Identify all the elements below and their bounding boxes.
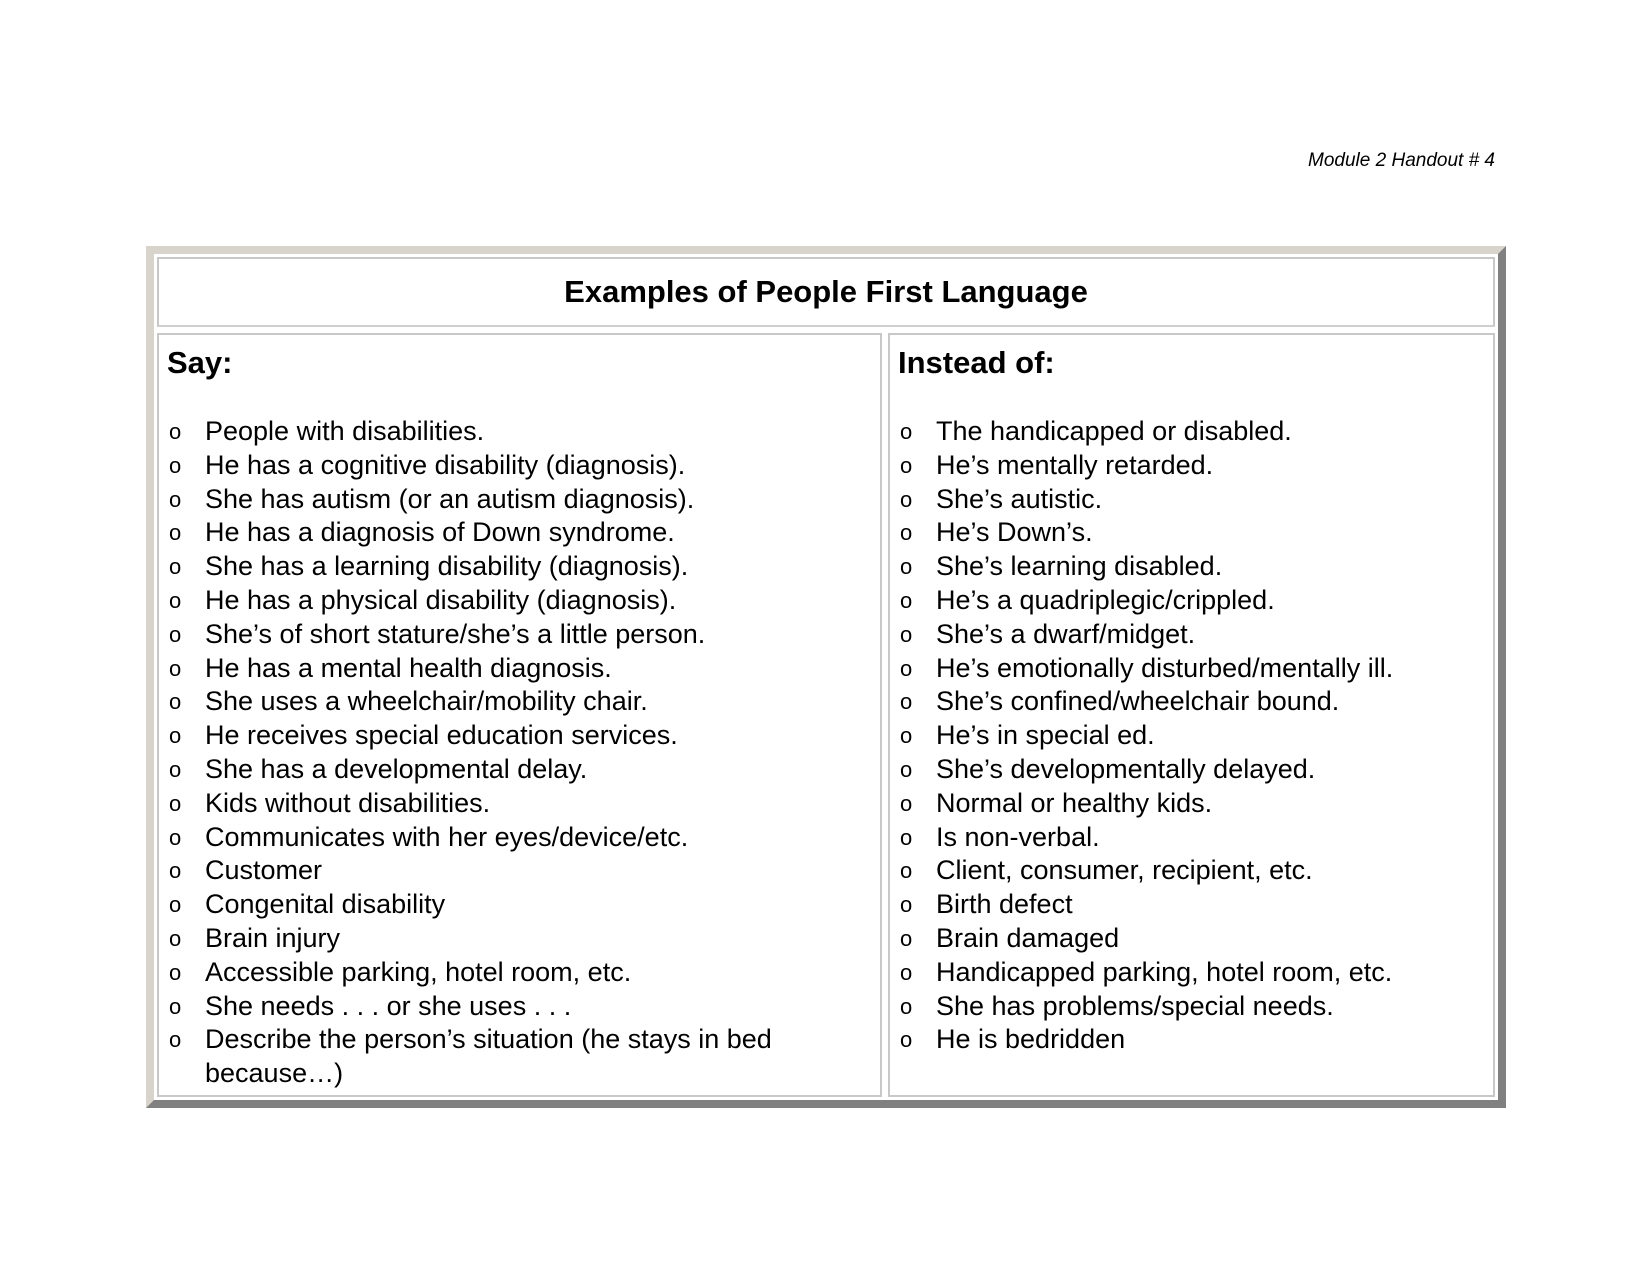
list-item bbox=[898, 1023, 1485, 1057]
bullet-icon: o bbox=[900, 723, 913, 749]
list-item bbox=[167, 685, 872, 719]
bullet-icon: o bbox=[169, 790, 182, 816]
list-item bbox=[898, 449, 1485, 483]
list-item-text: Customer bbox=[205, 855, 323, 886]
list-item-text: Brain damaged bbox=[936, 922, 1120, 953]
list-item-text: She has a developmental delay. bbox=[205, 753, 588, 784]
say-heading: Say: bbox=[167, 345, 233, 380]
bullet-icon: o bbox=[900, 520, 913, 546]
bullet-icon: o bbox=[900, 655, 913, 681]
handout-label: Module 2 Handout # 4 bbox=[1308, 150, 1495, 171]
list-item bbox=[898, 956, 1485, 990]
list-item bbox=[167, 753, 872, 787]
list-item-text: She’s developmentally delayed. bbox=[936, 753, 1316, 784]
bullet-icon: o bbox=[900, 959, 913, 985]
bullet-icon: o bbox=[900, 1027, 913, 1053]
list-item bbox=[898, 990, 1485, 1024]
list-item bbox=[167, 449, 872, 483]
list-item-text: Describe the person’s situation (he stays in bed because…) bbox=[205, 1024, 772, 1089]
bullet-icon: o bbox=[900, 554, 913, 580]
list-item-text: She has problems/special needs. bbox=[936, 990, 1334, 1021]
list-item bbox=[898, 787, 1485, 821]
list-item bbox=[898, 922, 1485, 956]
list-item-text: He’s Down’s. bbox=[936, 517, 1093, 548]
bullet-icon: o bbox=[900, 621, 913, 647]
bullet-icon: o bbox=[169, 959, 182, 985]
bullet-icon: o bbox=[169, 587, 182, 613]
list-item bbox=[898, 618, 1485, 652]
list-item bbox=[167, 415, 872, 449]
list-item bbox=[167, 516, 872, 550]
list-item-text: She’s confined/wheelchair bound. bbox=[936, 686, 1340, 717]
list-item-text: He’s mentally retarded. bbox=[936, 449, 1214, 480]
instead-of-heading: Instead of: bbox=[898, 345, 1055, 380]
list-item bbox=[898, 550, 1485, 584]
list-item-text: He’s in special ed. bbox=[936, 720, 1155, 751]
list-item bbox=[167, 652, 872, 686]
list-item bbox=[167, 1023, 872, 1091]
bullet-icon: o bbox=[900, 689, 913, 715]
bullet-icon: o bbox=[900, 419, 913, 444]
list-item bbox=[167, 821, 872, 855]
bullet-icon: o bbox=[900, 756, 913, 782]
list-item-text: She has autism (or an autism diagnosis). bbox=[205, 483, 695, 514]
bullet-icon: o bbox=[169, 486, 182, 512]
list-item-text: She uses a wheelchair/mobility chair. bbox=[205, 686, 648, 717]
bullet-icon: o bbox=[900, 486, 913, 512]
list-item-text: Congenital disability bbox=[205, 889, 446, 920]
list-item bbox=[167, 584, 872, 618]
list-item-text: He has a cognitive disability (diagnosis). bbox=[205, 449, 686, 480]
bullet-icon: o bbox=[900, 587, 913, 613]
bullet-icon: o bbox=[169, 621, 182, 647]
list-item-text: Client, consumer, recipient, etc. bbox=[936, 855, 1313, 886]
bullet-icon: o bbox=[900, 925, 913, 951]
bullet-icon: o bbox=[169, 925, 182, 951]
list-item-text: He has a mental health diagnosis. bbox=[205, 652, 612, 683]
list-item-text: Birth defect bbox=[936, 889, 1073, 920]
list-item bbox=[898, 415, 1485, 449]
list-item bbox=[167, 854, 872, 888]
list-item-text: He has a physical disability (diagnosis). bbox=[205, 584, 677, 615]
list-item-text: She’s autistic. bbox=[936, 483, 1103, 514]
table-title: Examples of People First Language bbox=[564, 274, 1088, 309]
bullet-icon: o bbox=[169, 452, 182, 478]
list-item-text: She has a learning disability (diagnosis). bbox=[205, 551, 689, 582]
list-item-text: She’s learning disabled. bbox=[936, 551, 1223, 582]
bullet-icon: o bbox=[169, 723, 182, 749]
people-first-table bbox=[146, 246, 1506, 1108]
bullet-icon: o bbox=[900, 790, 913, 816]
list-item bbox=[167, 550, 872, 584]
bullet-icon: o bbox=[169, 419, 182, 444]
list-item-text: He is bedridden bbox=[936, 1024, 1126, 1055]
list-item bbox=[898, 516, 1485, 550]
list-item bbox=[898, 719, 1485, 753]
bullet-icon: o bbox=[169, 1027, 182, 1053]
list-item bbox=[167, 990, 872, 1024]
bullet-icon: o bbox=[900, 824, 913, 850]
list-item-text: She needs . . . or she uses . . . bbox=[205, 990, 572, 1021]
say-column bbox=[157, 333, 882, 1097]
list-item bbox=[898, 821, 1485, 855]
list-item-text: Normal or healthy kids. bbox=[936, 787, 1213, 818]
list-item bbox=[898, 483, 1485, 517]
list-item bbox=[167, 922, 872, 956]
list-item bbox=[898, 888, 1485, 922]
list-item bbox=[898, 753, 1485, 787]
list-item-text: Communicates with her eyes/device/etc. bbox=[205, 821, 689, 852]
list-item-text: Brain injury bbox=[205, 922, 341, 953]
list-item-text: Kids without disabilities. bbox=[205, 787, 491, 818]
bullet-icon: o bbox=[169, 520, 182, 546]
list-item-text: Handicapped parking, hotel room, etc. bbox=[936, 956, 1393, 987]
list-item-text: People with disabilities. bbox=[205, 416, 485, 446]
list-item bbox=[898, 854, 1485, 888]
list-item-text: He’s emotionally disturbed/mentally ill. bbox=[936, 652, 1394, 683]
list-item bbox=[167, 956, 872, 990]
list-item bbox=[898, 652, 1485, 686]
bullet-icon: o bbox=[169, 689, 182, 715]
bullet-icon: o bbox=[900, 858, 913, 884]
list-item-text: Is non-verbal. bbox=[936, 821, 1100, 852]
instead-of-column bbox=[888, 333, 1495, 1097]
list-item-text: He receives special education services. bbox=[205, 720, 678, 751]
list-item bbox=[898, 584, 1485, 618]
bullet-icon: o bbox=[169, 993, 182, 1019]
instead-of-list bbox=[898, 415, 1485, 1057]
list-item-text: She’s of short stature/she’s a little person. bbox=[205, 618, 706, 649]
say-list bbox=[167, 415, 872, 1091]
bullet-icon: o bbox=[169, 892, 182, 918]
list-item-text: She’s a dwarf/midget. bbox=[936, 618, 1196, 649]
table-title-cell bbox=[157, 257, 1495, 327]
list-item-text: Accessible parking, hotel room, etc. bbox=[205, 956, 632, 987]
list-item-text: He’s a quadriplegic/crippled. bbox=[936, 584, 1275, 615]
bullet-icon: o bbox=[169, 655, 182, 681]
list-item-text: The handicapped or disabled. bbox=[936, 416, 1292, 446]
list-item bbox=[167, 483, 872, 517]
bullet-icon: o bbox=[169, 858, 182, 884]
bullet-icon: o bbox=[900, 993, 913, 1019]
bullet-icon: o bbox=[169, 824, 182, 850]
list-item bbox=[167, 618, 872, 652]
bullet-icon: o bbox=[169, 756, 182, 782]
list-item bbox=[167, 719, 872, 753]
list-item bbox=[167, 888, 872, 922]
bullet-icon: o bbox=[900, 892, 913, 918]
bullet-icon: o bbox=[169, 554, 182, 580]
list-item-text: He has a diagnosis of Down syndrome. bbox=[205, 517, 675, 548]
bullet-icon: o bbox=[900, 452, 913, 478]
list-item bbox=[898, 685, 1485, 719]
list-item bbox=[167, 787, 872, 821]
